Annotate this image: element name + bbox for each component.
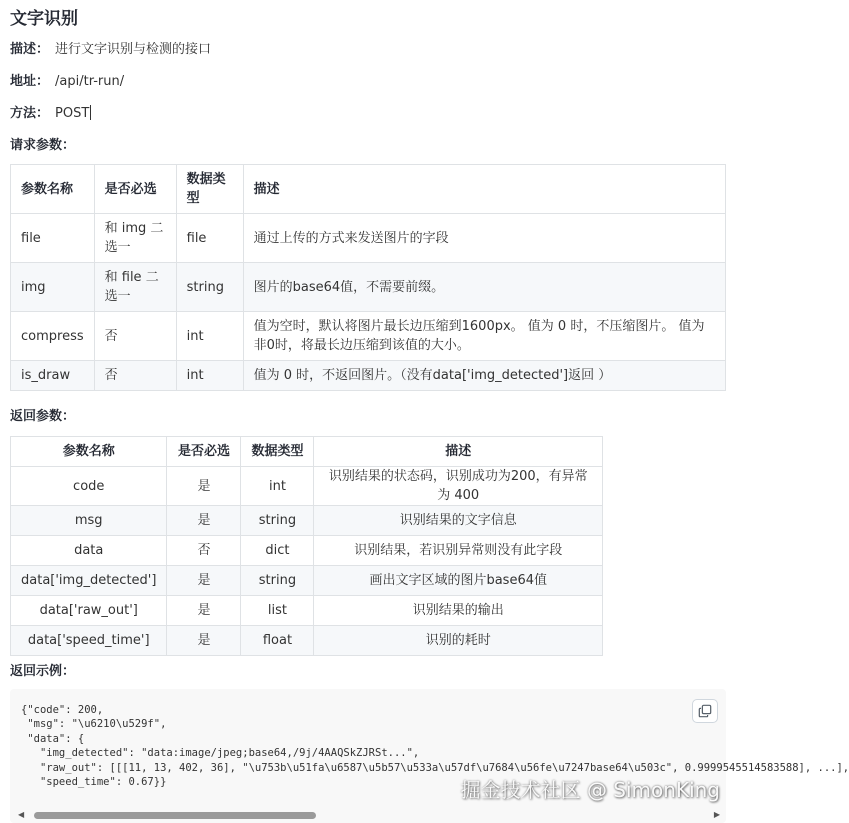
table-cell: 图片的base64值，不需要前缀。 bbox=[243, 263, 725, 312]
table-cell: 值为 0 时，不返回图片。（没有data['img_detected']返回 ） bbox=[243, 361, 725, 391]
table-cell: 通过上传的方式来发送图片的字段 bbox=[243, 214, 725, 263]
table-row bbox=[11, 467, 603, 506]
response-params-table bbox=[10, 436, 603, 656]
column-header: 参数名称 bbox=[11, 165, 95, 214]
table-cell: 否 bbox=[94, 312, 176, 361]
code-content[interactable] bbox=[21, 703, 849, 789]
column-header: 描述 bbox=[243, 165, 725, 214]
table-row bbox=[11, 214, 726, 263]
example-heading: 返回示例： bbox=[10, 664, 76, 679]
table-cell: float bbox=[241, 626, 314, 656]
address-label: 地址： bbox=[10, 74, 50, 89]
table-cell: string bbox=[241, 566, 314, 596]
method-value: POST bbox=[55, 106, 90, 121]
method-line bbox=[10, 102, 91, 121]
table-row bbox=[11, 263, 726, 312]
code-line: "data": { bbox=[21, 732, 85, 745]
table-cell: 画出文字区域的图片base64值 bbox=[314, 566, 603, 596]
code-line: "msg": "\u6210\u529f", bbox=[21, 718, 167, 731]
table-cell: is_draw bbox=[11, 361, 95, 391]
column-header: 是否必选 bbox=[94, 165, 176, 214]
table-cell: string bbox=[176, 263, 243, 312]
table-cell: 识别的耗时 bbox=[314, 626, 603, 656]
table-cell: data bbox=[11, 536, 167, 566]
table-cell: 是 bbox=[167, 506, 241, 536]
table-header-row bbox=[11, 165, 726, 214]
table-cell: msg bbox=[11, 506, 167, 536]
scroll-right-arrow-icon[interactable]: ▶ bbox=[713, 810, 720, 819]
address-line bbox=[10, 70, 124, 89]
description-value: 进行文字识别与检测的接口 bbox=[55, 42, 212, 57]
table-cell: 和 file 二选一 bbox=[94, 263, 176, 312]
description-label: 描述： bbox=[10, 42, 50, 57]
table-cell: int bbox=[241, 467, 314, 506]
table-row bbox=[11, 312, 726, 361]
table-cell: 是 bbox=[167, 596, 241, 626]
code-line: {"code": 200, bbox=[21, 704, 104, 716]
code-line: "img_detected": "data:image/jpeg;base64,/9j/4AAQSkZJRSt...", bbox=[21, 747, 420, 760]
table-cell: int bbox=[176, 361, 243, 391]
description-line bbox=[10, 38, 211, 57]
table-cell: img bbox=[11, 263, 95, 312]
table-cell: 是 bbox=[167, 566, 241, 596]
table-row bbox=[11, 536, 603, 566]
table-cell: 是 bbox=[167, 467, 241, 506]
table-cell: 值为空时，默认将图片最长边压缩到1600px。 值为 0 时，不压缩图片。 值为非0时，将最长边压缩到该值的大小。 bbox=[243, 312, 725, 361]
table-row bbox=[11, 361, 726, 391]
address-value: /api/tr-run/ bbox=[55, 74, 125, 89]
table-cell: file bbox=[176, 214, 243, 263]
table-cell: data['raw_out'] bbox=[11, 596, 167, 626]
column-header: 数据类型 bbox=[241, 437, 314, 467]
table-row bbox=[11, 596, 603, 626]
table-cell: 识别结果的文字信息 bbox=[314, 506, 603, 536]
column-header: 参数名称 bbox=[11, 437, 167, 467]
horizontal-scrollbar-thumb[interactable] bbox=[34, 812, 316, 819]
text-cursor bbox=[90, 105, 91, 120]
table-cell: string bbox=[241, 506, 314, 536]
copy-button[interactable] bbox=[692, 699, 718, 723]
table-cell: data['speed_time'] bbox=[11, 626, 167, 656]
table-cell: int bbox=[176, 312, 243, 361]
column-header: 数据类型 bbox=[176, 165, 243, 214]
table-cell: 和 img 二选一 bbox=[94, 214, 176, 263]
table-cell: code bbox=[11, 467, 167, 506]
table-row bbox=[11, 626, 603, 656]
code-line: "raw_out": [[[11, 13, 402, 36], "\u753b\u51fa\u6587\u5b57\u533a\u57df\u7684\u56fe\u7247base64\u503c", 0.9999545514583588], ...], bbox=[21, 761, 849, 774]
table-cell: list bbox=[241, 596, 314, 626]
table-header-row bbox=[11, 437, 603, 467]
code-line: "speed_time": 0.67}} bbox=[21, 776, 167, 789]
table-cell: data['img_detected'] bbox=[11, 566, 167, 596]
table-row bbox=[11, 506, 603, 536]
watermark: 掘金技术社区 @ SimonKing bbox=[460, 778, 720, 802]
copy-icon bbox=[698, 704, 712, 718]
method-label: 方法： bbox=[10, 106, 50, 121]
table-cell: 否 bbox=[167, 536, 241, 566]
table-cell: 是 bbox=[167, 626, 241, 656]
table-cell: 识别结果，若识别异常则没有此字段 bbox=[314, 536, 603, 566]
column-header: 是否必选 bbox=[167, 437, 241, 467]
response-params-heading: 返回参数： bbox=[10, 409, 76, 424]
table-cell: 识别结果的输出 bbox=[314, 596, 603, 626]
table-cell: dict bbox=[241, 536, 314, 566]
page-title: 文字识别 bbox=[10, 9, 78, 29]
column-header: 描述 bbox=[314, 437, 603, 467]
request-params-table bbox=[10, 164, 726, 391]
request-params-heading: 请求参数： bbox=[10, 138, 76, 153]
table-row bbox=[11, 566, 603, 596]
table-cell: compress bbox=[11, 312, 95, 361]
scroll-left-arrow-icon[interactable]: ◀ bbox=[18, 810, 25, 819]
table-cell: 否 bbox=[94, 361, 176, 391]
table-cell: 识别结果的状态码，识别成功为200，有异常为 400 bbox=[314, 467, 603, 506]
table-cell: file bbox=[11, 214, 95, 263]
